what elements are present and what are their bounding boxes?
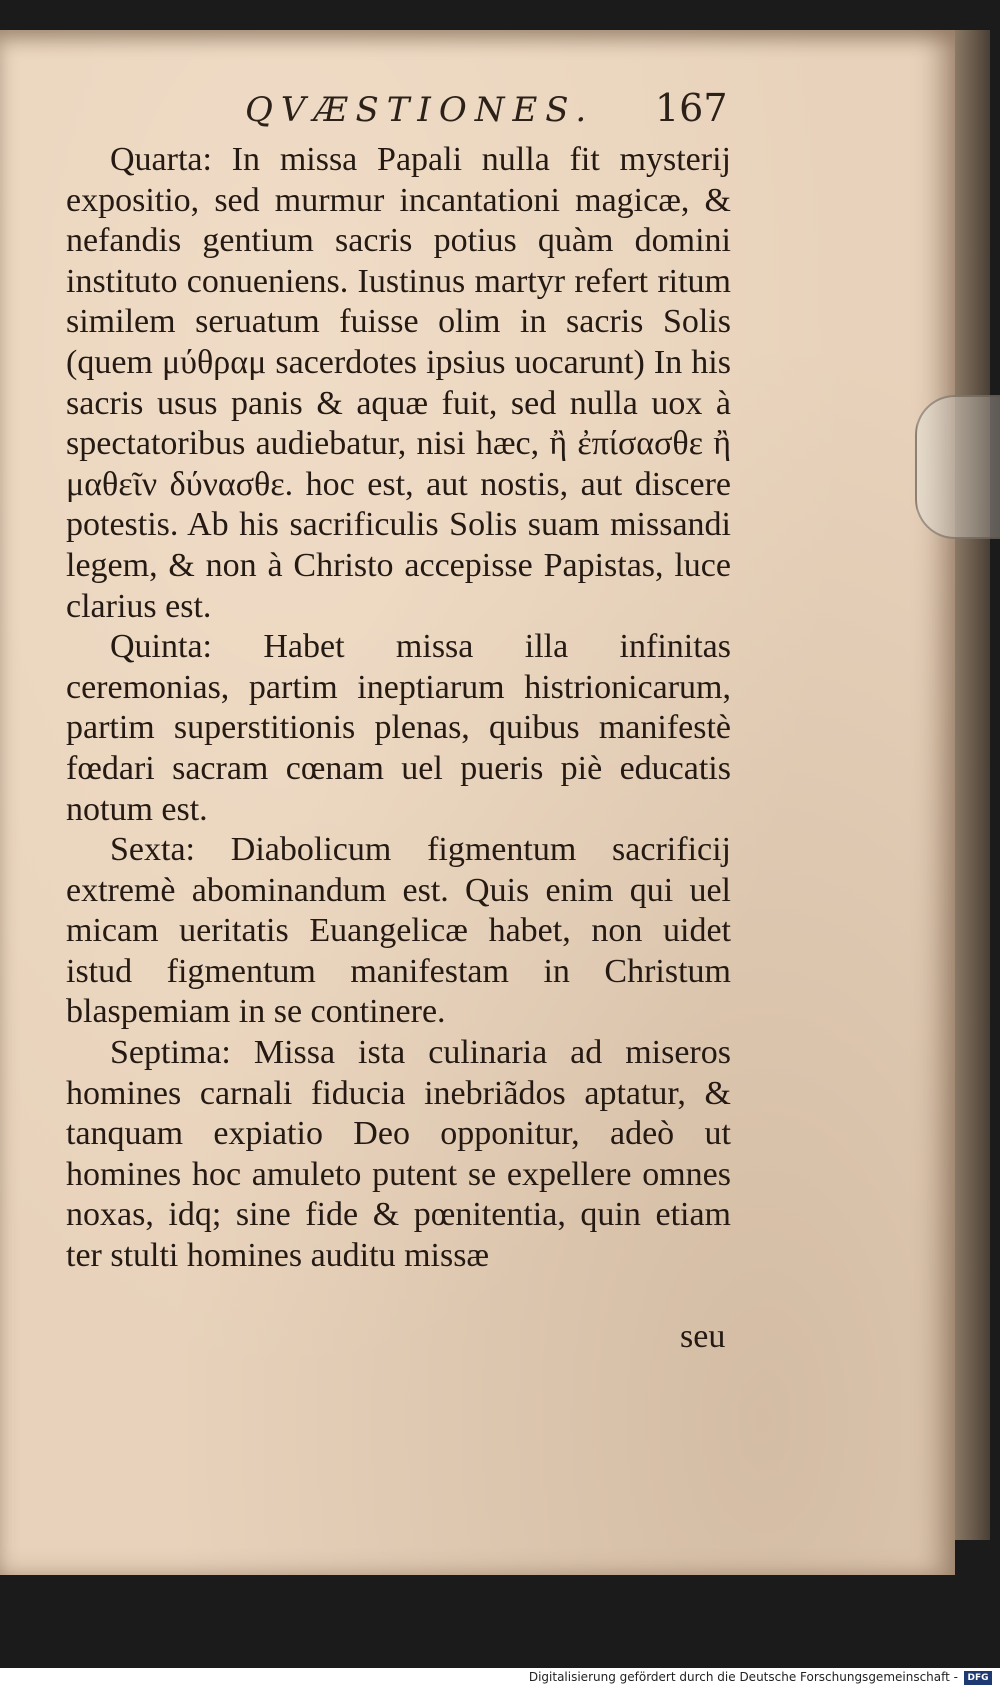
running-head-title: QVÆSTIONES. xyxy=(245,90,595,130)
footer-bar xyxy=(0,1668,1000,1690)
page-number: 167 xyxy=(655,86,728,130)
paragraph-septima: Septima: Missa ista culinaria ad miseros homines carnali fiducia inebriãdos aptatur, & tanquam expiatio Deo opponitur, adeò ut homines hoc amuleto putent se expellere omnes noxas, idq; sine fide & pœnitentia, quin etiam ter stulti homines auditu missæ xyxy=(66,1034,731,1275)
footer-credit: Digitalisierung gefördert durch die Deutsche Forschungsgemeinschaft - xyxy=(528,1670,958,1684)
paragraph-quarta: Quarta: In missa Papali nulla fit mysterij expositio, sed murmur incantationi magicæ, & nefandis gentium sacris potius quàm domini instituto conueniens. Iustinus martyr refert ritum similem seruatum fuisse olim in sacris Solis (quem μύθραμ sacerdotes ipsius uocarunt) In his sacris usus panis & aquæ fuit, sed nulla uox à spectatoribus audiebatur, nisi hæc, ἢ ἐπίσασθε ἢ μαθεῖν δύνασθε. hoc est, aut nostis, aut discere potestis. Ab his sacrificulis Solis suam missandi legem, & non à Christo accepisse Papistas, luce clarius est. xyxy=(66,141,731,625)
dfg-logo: DFG xyxy=(964,1671,992,1685)
body-text xyxy=(66,140,731,1277)
catchword: seu xyxy=(680,1318,726,1355)
paragraph-sexta: Sexta: Diabolicum figmentum sacrificij extremè abominandum est. Quis enim qui uel micam ueritatis Euangelicæ habet, non uidet istud figmentum manifestam in Christum blaspemiam in se continere. xyxy=(66,831,731,1031)
running-head xyxy=(0,78,955,138)
paragraph-quinta: Quinta: Habet missa illa infinitas ceremonias, partim ineptiarum histrionicarum, partim superstitionis plenas, quibus manifestè fœdari sacram cœnam uel pueris piè educatis notum est. xyxy=(66,628,731,828)
page-tab-marker xyxy=(915,395,1000,539)
